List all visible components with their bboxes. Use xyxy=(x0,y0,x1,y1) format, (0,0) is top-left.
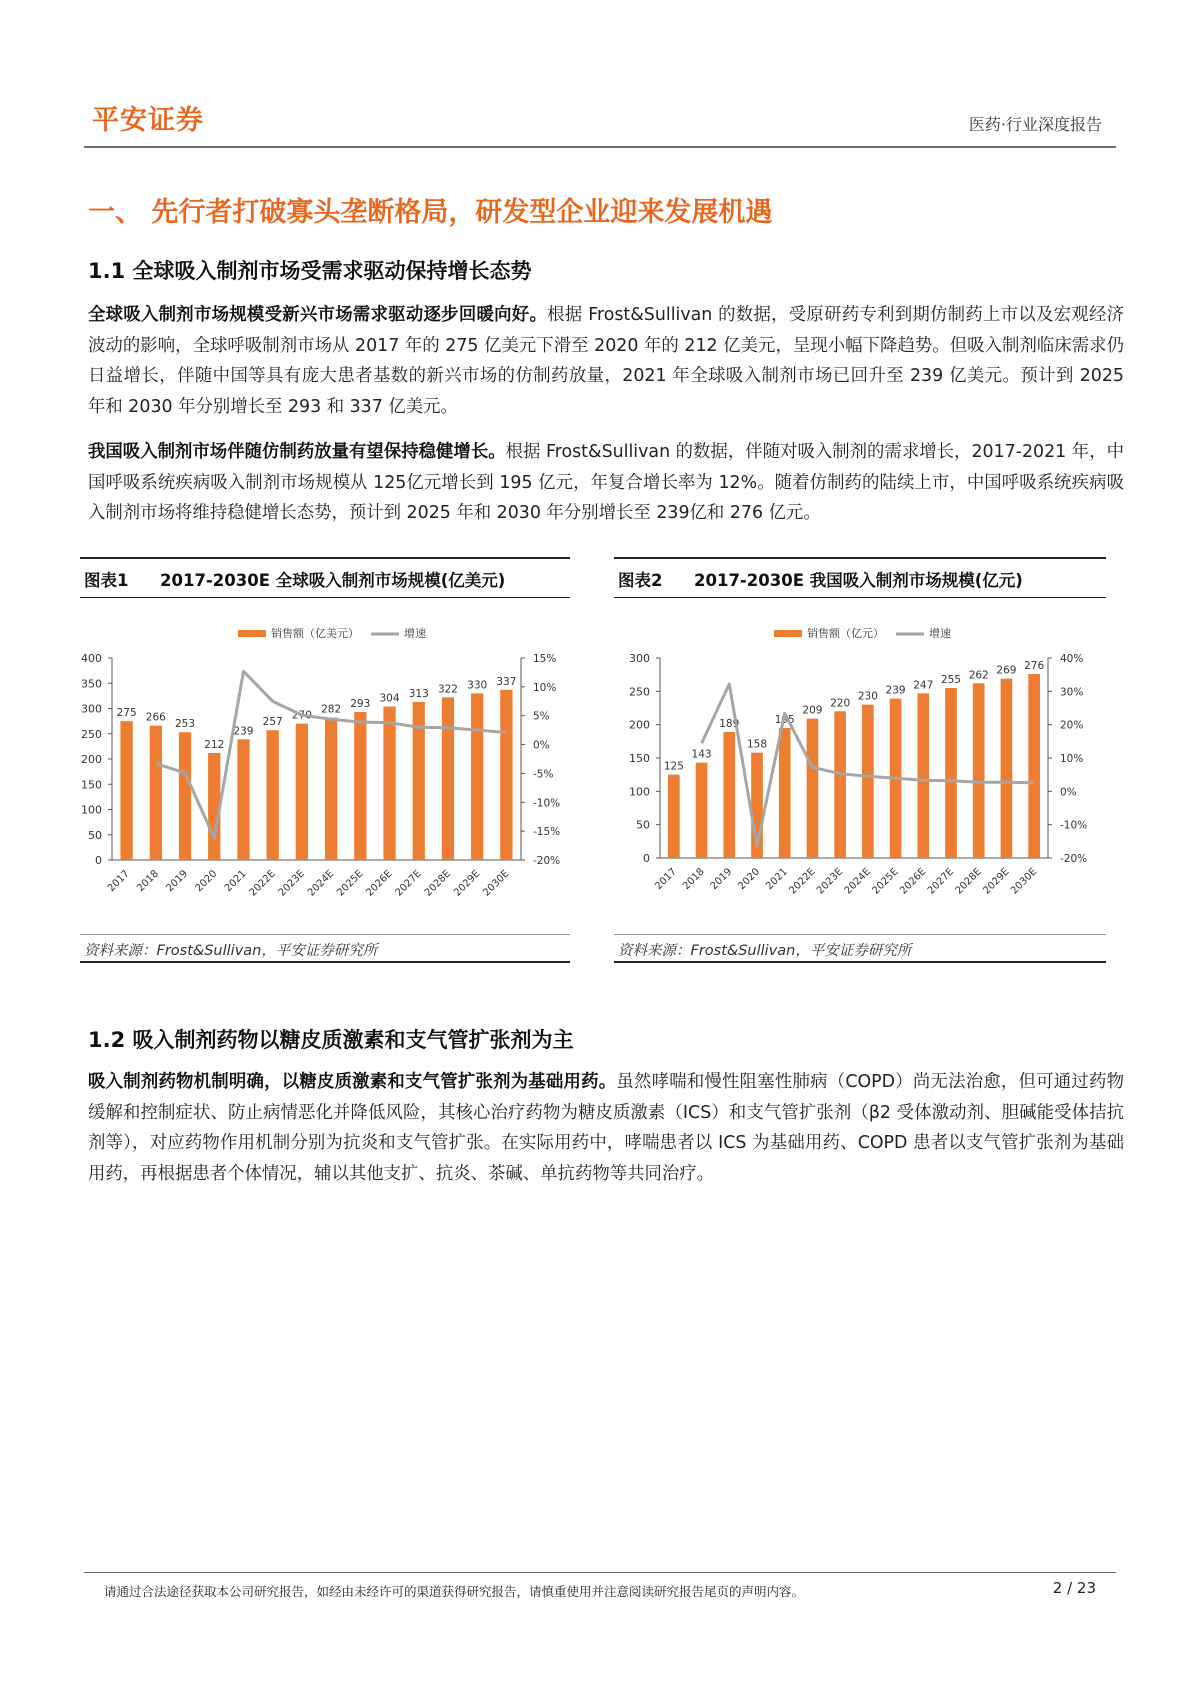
subsection-title-1-2: 1.2 吸入制剂药物以糖皮质激素和支气管扩张剂为主 xyxy=(88,1028,574,1052)
legend-bar-swatch xyxy=(238,630,266,637)
bar-value-label: 195 xyxy=(774,714,795,726)
x-tick-label: 2020 xyxy=(736,866,763,893)
x-tick-label: 2018 xyxy=(680,866,707,893)
bar xyxy=(383,706,395,860)
x-tick-label: 2022E xyxy=(247,868,278,899)
x-tick-label: 2028E xyxy=(953,866,984,897)
bar-value-label: 313 xyxy=(408,687,429,700)
x-tick-label: 2030E xyxy=(481,868,512,899)
x-tick-label: 2018 xyxy=(135,868,161,895)
bar-value-label: 212 xyxy=(204,738,225,751)
y-right-tick-label: 15% xyxy=(533,653,557,665)
subsection-title-1-1: 1.1 全球吸入制剂市场受需求驱动保持增长态势 xyxy=(88,259,532,283)
page-number: 2 / 23 xyxy=(1052,1579,1096,1597)
bar xyxy=(779,728,791,858)
bar xyxy=(500,690,512,860)
bar-value-label: 330 xyxy=(467,679,488,692)
paragraph-lead: 吸入制剂药物机制明确，以糖皮质激素和支气管扩张剂为基础用药。 xyxy=(88,1072,617,1092)
bar xyxy=(807,719,819,858)
y-right-tick-label: -5% xyxy=(533,768,554,781)
x-tick-label: 2027E xyxy=(925,866,957,897)
y-left-tick-label: 350 xyxy=(81,677,102,691)
y-left-tick-label: 100 xyxy=(629,785,650,799)
x-tick-label: 2021 xyxy=(764,866,790,893)
y-right-tick-label: 10% xyxy=(1060,753,1084,765)
y-left-tick-label: 0 xyxy=(643,852,650,865)
paragraph-body: 根据 Frost&Sullivan 的数据，受原研药专利到期仿制药上市以及宏观经济波动的影响，全球呼吸制剂市场从 2017 年的 275 亿美元下滑至 2020 年的 212 亿美元，呈现小幅下降趋势。但吸入制剂临床需求仍日益增长，伴随中国等具有庞大患者基数的新兴市场的仿制药放量，2021 年全球吸入制剂市场已回升至 239 亿美元。预计到 2025 年和 2030 年分别增长至 293 和 337 亿美元。 xyxy=(88,305,1124,417)
bar-value-label: 230 xyxy=(857,690,878,703)
bar-value-label: 220 xyxy=(830,697,851,710)
x-tick-label: 2026E xyxy=(364,868,395,899)
bar xyxy=(471,693,483,860)
x-tick-label: 2020 xyxy=(193,868,220,895)
bar-value-label: 125 xyxy=(663,760,684,773)
x-tick-label: 2017 xyxy=(105,868,132,895)
figure-1-number: 图表1 xyxy=(84,571,129,590)
bar-value-label: 322 xyxy=(437,683,458,696)
y-right-tick-label: 20% xyxy=(1060,719,1084,732)
brand-logo: 平安证券 xyxy=(92,105,204,136)
y-left-tick-label: 0 xyxy=(95,854,102,867)
header-divider xyxy=(84,146,1116,148)
y-right-tick-label: 0% xyxy=(533,739,550,752)
bar-value-label: 158 xyxy=(746,738,768,751)
figure-2-number: 图表2 xyxy=(618,571,663,590)
y-right-tick-label: 10% xyxy=(533,681,557,694)
paragraph-global-market xyxy=(88,300,1124,422)
bar-value-label: 257 xyxy=(262,716,283,729)
bar xyxy=(696,763,708,858)
bar xyxy=(150,726,162,860)
legend-line-label: 增速 xyxy=(929,627,951,640)
report-type: 医药·行业深度报告 xyxy=(968,115,1102,134)
bar-value-label: 262 xyxy=(968,669,989,682)
y-left-tick-label: 200 xyxy=(629,718,650,732)
x-tick-label: 2026E xyxy=(898,866,929,897)
bar xyxy=(442,697,454,860)
paragraph-china-market xyxy=(88,437,1124,529)
y-left-tick-label: 250 xyxy=(629,685,650,699)
y-left-tick-label: 50 xyxy=(636,818,650,832)
figure-1-source-text: 资料来源：Frost&Sullivan，平安证券研究所 xyxy=(84,943,378,959)
figure-1-title: 2017-2030E 全球吸入制剂市场规模(亿美元) xyxy=(160,571,506,590)
y-left-tick-label: 100 xyxy=(81,803,102,817)
bar-value-label: 143 xyxy=(691,748,712,761)
figure-2-source xyxy=(614,934,1106,963)
x-tick-label: 2028E xyxy=(422,868,454,899)
legend-line-label: 增速 xyxy=(404,627,426,640)
figure-2-header xyxy=(614,557,1106,598)
x-tick-label: 2017 xyxy=(653,866,679,893)
bar-value-label: 282 xyxy=(321,703,342,716)
bar-value-label: 253 xyxy=(175,718,196,731)
bar-value-label: 189 xyxy=(719,718,740,730)
bar-value-label: 239 xyxy=(233,725,254,738)
paragraph-body: 虽然哮喘和慢性阻塞性肺病（COPD）尚无法治愈，但可通过药物缓解和控制症状、防止病情恶化并降低风险，其核心治疗药物为糖皮质激素（ICS）和支气管扩张剂（β2 受体激动剂、胆碱能受体拮抗剂等），对应药物作用机制分别为抗炎和支气管扩张。在实际用药中，哮喘患者以 ICS 为基础用药、COPD 患者以支气管扩张剂为基础用药，再根据患者个体情况，辅以其他支扩、抗炎、茶碱、单抗药物等共同治疗。 xyxy=(88,1072,1124,1184)
footer-disclaimer: 请通过合法途径获取本公司研究报告，如经由未经许可的渠道获得研究报告，请慎重使用并注意阅读研究报告尾页的声明内容。 xyxy=(104,1584,805,1599)
y-left-tick-label: 300 xyxy=(81,702,102,716)
x-tick-label: 2024E xyxy=(842,866,873,897)
bar xyxy=(179,732,191,860)
bar xyxy=(296,724,308,860)
bar-value-label: 337 xyxy=(496,675,517,688)
x-tick-label: 2019 xyxy=(164,868,191,895)
bar xyxy=(917,693,929,858)
legend-bar-swatch xyxy=(774,630,802,637)
bar-value-label: 266 xyxy=(145,711,166,724)
y-right-tick-label: 5% xyxy=(533,710,550,723)
y-right-tick-label: -10% xyxy=(1060,819,1088,832)
bar-value-label: 239 xyxy=(885,684,906,697)
section-title: 一、 先行者打破寡头垄断格局，研发型企业迎来发展机遇 xyxy=(88,197,773,228)
figure-1-source xyxy=(80,934,570,963)
y-left-tick-label: 400 xyxy=(81,652,102,665)
bar xyxy=(354,712,366,860)
x-tick-label: 2030E xyxy=(1009,866,1040,897)
x-tick-label: 2023E xyxy=(815,866,846,897)
bar-value-label: 209 xyxy=(802,704,823,717)
y-right-tick-label: -20% xyxy=(533,855,561,867)
x-tick-label: 2025E xyxy=(335,868,366,899)
paragraph-lead: 全球吸入制剂市场规模受新兴市场需求驱动逐步回暖向好。 xyxy=(88,305,548,325)
bar-value-label: 293 xyxy=(350,698,371,711)
x-tick-label: 2021 xyxy=(222,868,249,895)
x-tick-label: 2029E xyxy=(981,866,1012,897)
x-tick-label: 2022E xyxy=(787,866,818,897)
bar-value-label: 269 xyxy=(996,664,1017,677)
paragraph-drug-mechanism xyxy=(88,1067,1124,1189)
x-tick-label: 2019 xyxy=(708,866,735,893)
bar xyxy=(237,739,249,860)
bar xyxy=(120,721,132,860)
bar-value-label: 275 xyxy=(116,707,137,720)
figure-2-source-text: 资料来源：Frost&Sullivan，平安证券研究所 xyxy=(618,943,912,959)
bar xyxy=(325,718,337,860)
y-right-tick-label: 0% xyxy=(1060,786,1077,799)
y-left-tick-label: 250 xyxy=(81,727,102,741)
bar xyxy=(1001,679,1013,858)
bar-value-label: 247 xyxy=(913,679,934,692)
y-left-tick-label: 200 xyxy=(81,753,102,766)
footer-divider xyxy=(84,1572,1116,1573)
bar xyxy=(945,688,957,858)
bar-value-label: 276 xyxy=(1024,660,1045,672)
y-left-tick-label: 150 xyxy=(81,778,102,792)
x-tick-label: 2025E xyxy=(870,866,901,897)
legend-bar-label: 销售额（亿元） xyxy=(807,627,884,640)
x-tick-label: 2029E xyxy=(452,868,483,899)
figure-2-title: 2017-2030E 我国吸入制剂市场规模(亿元) xyxy=(694,571,1023,590)
bar xyxy=(973,683,985,858)
y-right-tick-label: -10% xyxy=(533,797,561,810)
paragraph-body: 根据 Frost&Sullivan 的数据，伴随对吸入制剂的需求增长，2017-2021 年，中国呼吸系统疾病吸入制剂市场规模从 125亿元增长到 195 亿元，年复合增长率为 12%。随着仿制药的陆续上市，中国呼吸系统疾病吸入制剂市场将维持稳健增长态势，预计到 2025 年和 2030 年分别增长至 239亿和 276 亿元。 xyxy=(88,442,1124,523)
y-right-tick-label: -15% xyxy=(533,826,561,839)
y-left-tick-label: 300 xyxy=(629,652,650,665)
x-tick-label: 2027E xyxy=(393,868,424,899)
figure-1-chart xyxy=(80,610,570,930)
figure-2-chart xyxy=(614,610,1106,930)
bar xyxy=(668,775,680,858)
bar xyxy=(862,705,874,858)
y-right-tick-label: -20% xyxy=(1060,853,1088,865)
bar xyxy=(267,730,279,860)
x-tick-label: 2023E xyxy=(276,868,308,899)
bar xyxy=(834,711,846,858)
paragraph-lead: 我国吸入制剂市场伴随仿制药放量有望保持稳健增长。 xyxy=(88,442,506,462)
legend-bar-label: 销售额（亿美元） xyxy=(271,627,359,640)
x-tick-label: 2024E xyxy=(305,868,337,899)
bar-value-label: 255 xyxy=(940,674,962,686)
y-right-tick-label: 40% xyxy=(1060,653,1084,665)
figure-1-header xyxy=(80,557,570,598)
bar-value-label: 304 xyxy=(379,692,400,705)
bar-value-label: 270 xyxy=(291,709,312,722)
bar xyxy=(1028,674,1040,858)
y-right-tick-label: 30% xyxy=(1060,686,1084,699)
bar xyxy=(723,732,735,858)
y-left-tick-label: 50 xyxy=(88,828,102,842)
y-left-tick-label: 150 xyxy=(629,752,650,765)
